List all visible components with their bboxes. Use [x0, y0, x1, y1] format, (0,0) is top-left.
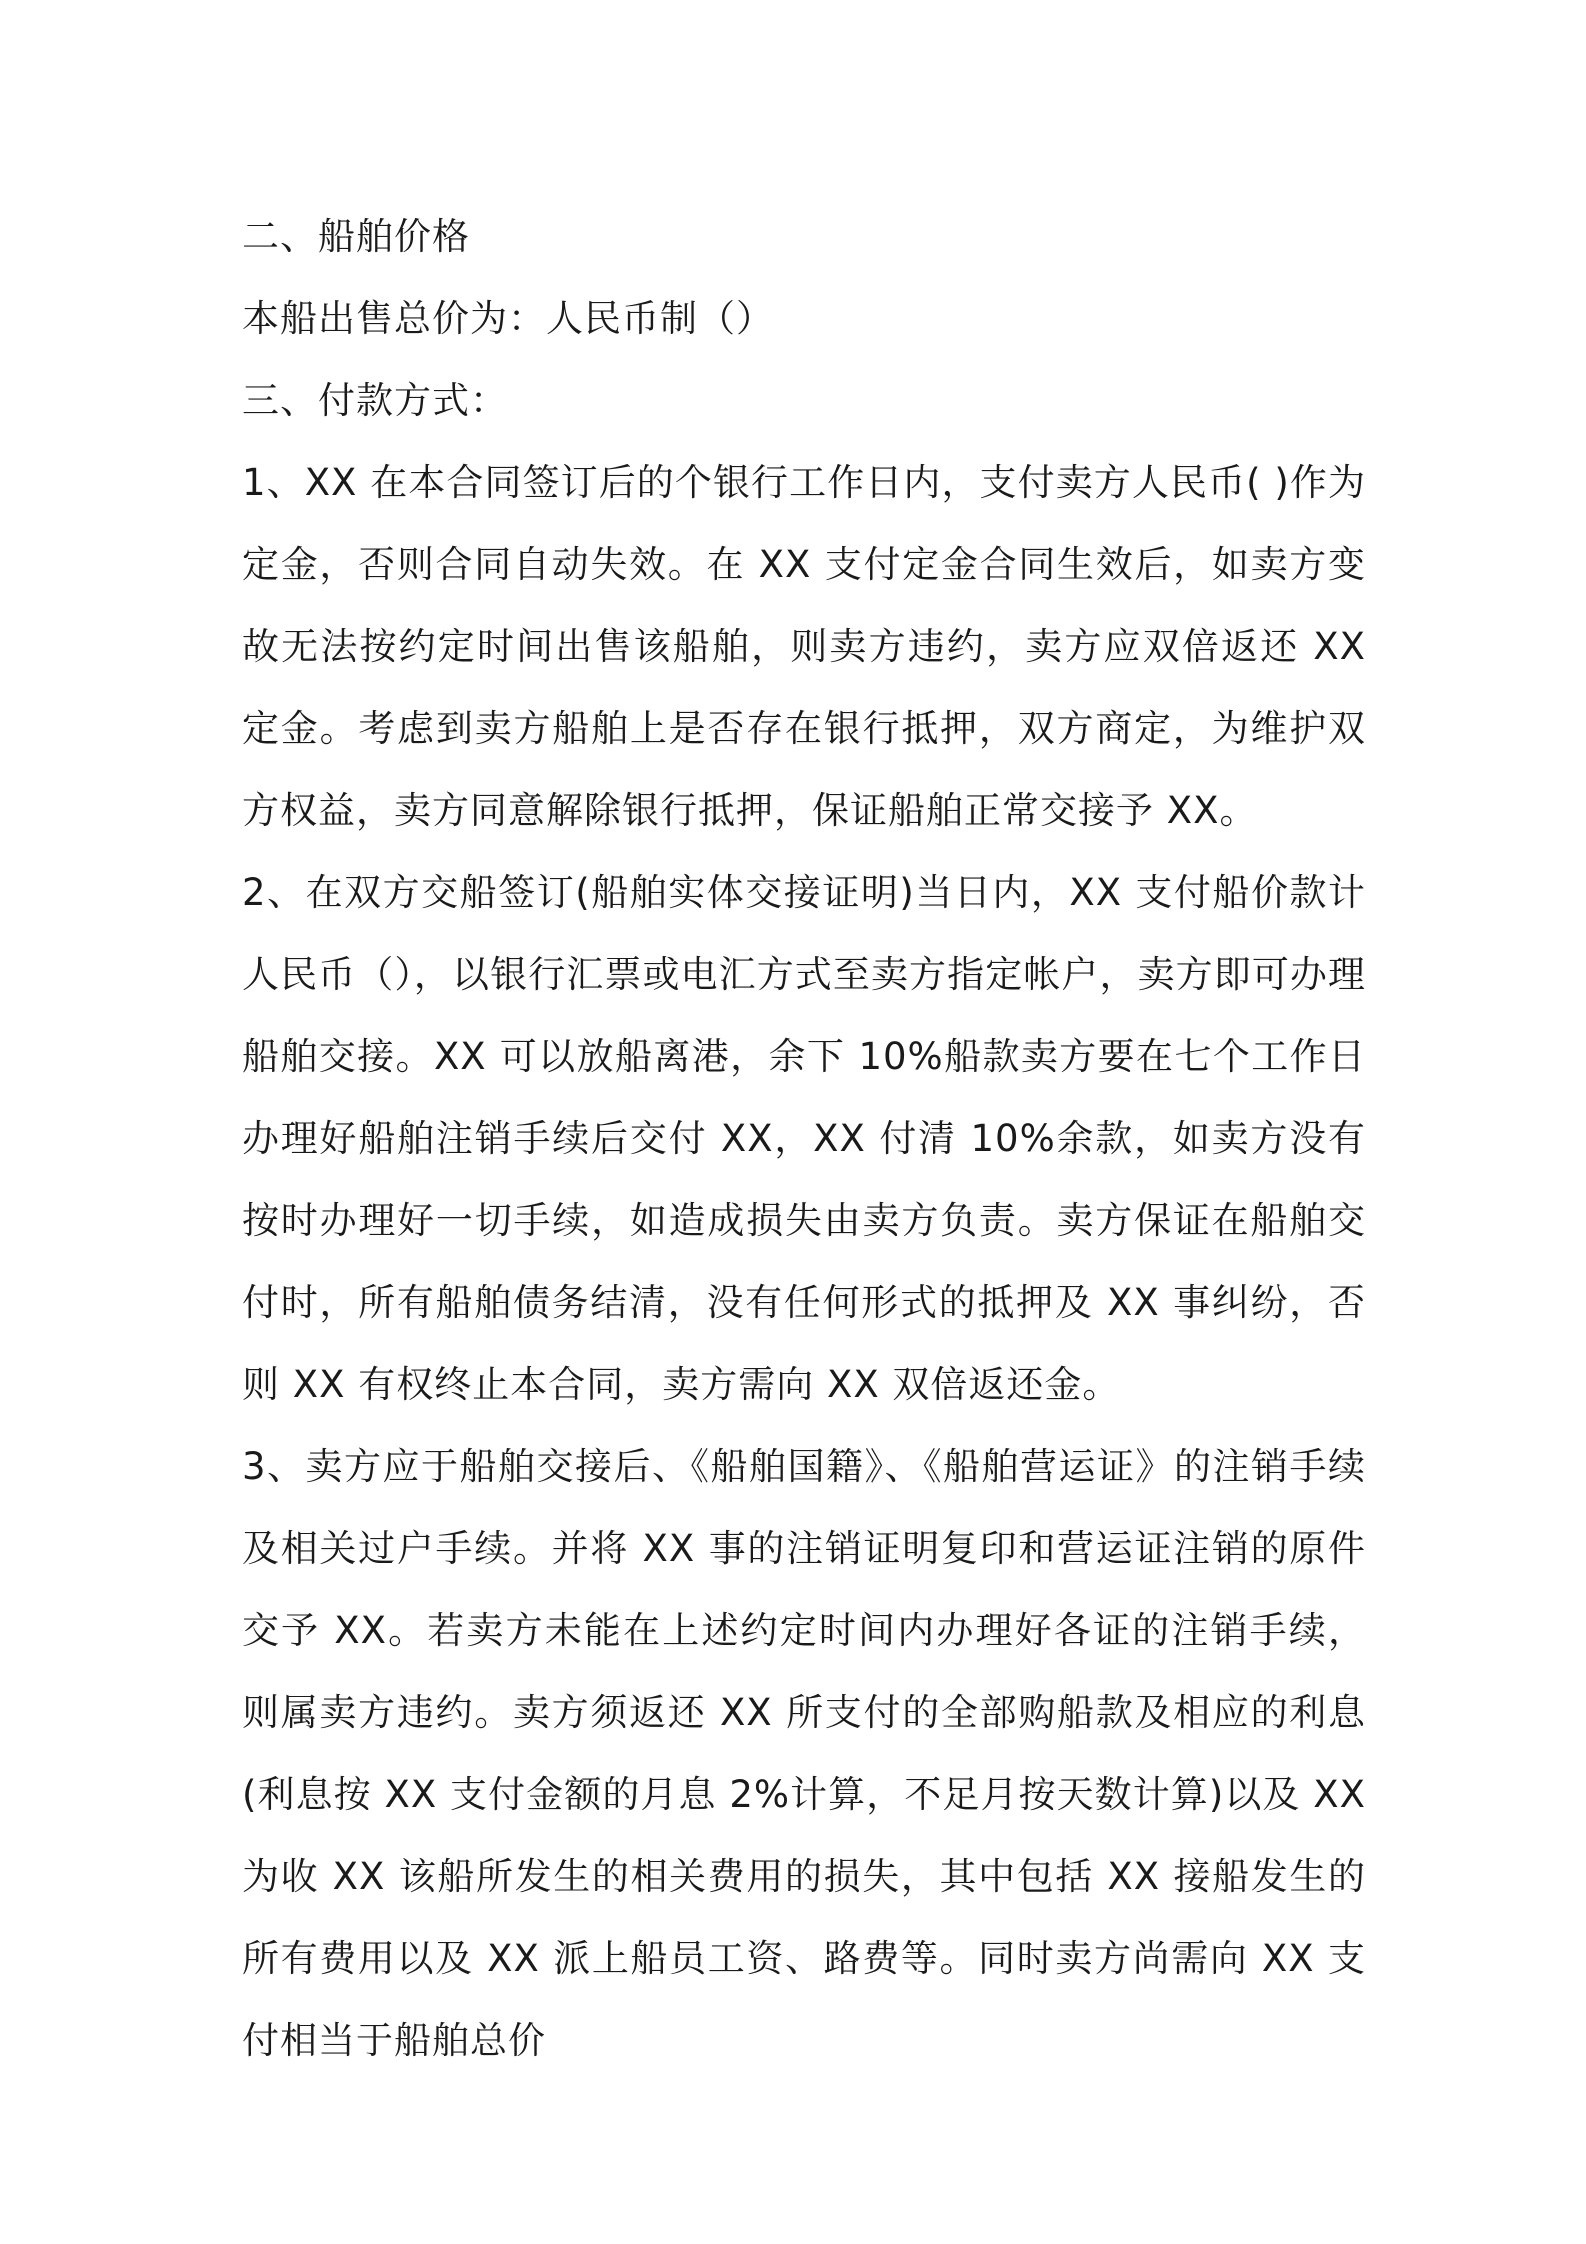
total-price-line: 本船出售总价为：人民币制（） — [242, 297, 774, 340]
section-heading-payment-method: 三、付款方式： — [242, 379, 508, 422]
section-heading-ship-price: 二、船舶价格 — [242, 215, 470, 258]
clause-3-paragraph: 3、卖方应于船舶交接后、《船舶国籍》、《船舶营运证》的注销手续及相关过户手续。并将 XX 事的注销证明复印和营运证注销的原件交予 XX。若卖方未能在上述约定时间内办理好各证的注销手续，则属卖方违约。卖方须返还 XX 所支付的全部购船款及相应的利息(利息按 XX 支付金额的月息 2%计算，不足月按天数计算)以及 XX 为收 XX 该船所发生的相关费用的损失，其中包括 XX 接船发生的所有费用以及 XX 派上船员工资、路费等。同时卖方尚需向 XX 支付相当于船舶总价 — [242, 1445, 1366, 2062]
clause-1-paragraph: 1、XX 在本合同签订后的个银行工作日内，支付卖方人民币( )作为定金，否则合同自动失效。在 XX 支付定金合同生效后，如卖方变故无法按约定时间出售该船舶，则卖方违约，卖方应双倍返还 XX 定金。考虑到卖方船舶上是否存在银行抵押，双方商定，为维护双方权益，卖方同意解除银行抵押，保证船舶正常交接予 XX。 — [242, 461, 1366, 832]
clause-2-paragraph: 2、在双方交船签订(船舶实体交接证明)当日内，XX 支付船价款计人民币（），以银行汇票或电汇方式至卖方指定帐户，卖方即可办理船舶交接。XX 可以放船离港，余下 10%船款卖方要在七个工作日办理好船舶注销手续后交付 XX，XX 付清 10%余款，如卖方没有按时办理好一切手续，如造成损失由卖方负责。卖方保证在船舶交付时，所有船舶债务结清，没有任何形式的抵押及 XX 事纠纷，否则 XX 有权终止本合同，卖方需向 XX 双倍返还金。 — [242, 871, 1366, 1406]
document-body — [242, 196, 1366, 2082]
